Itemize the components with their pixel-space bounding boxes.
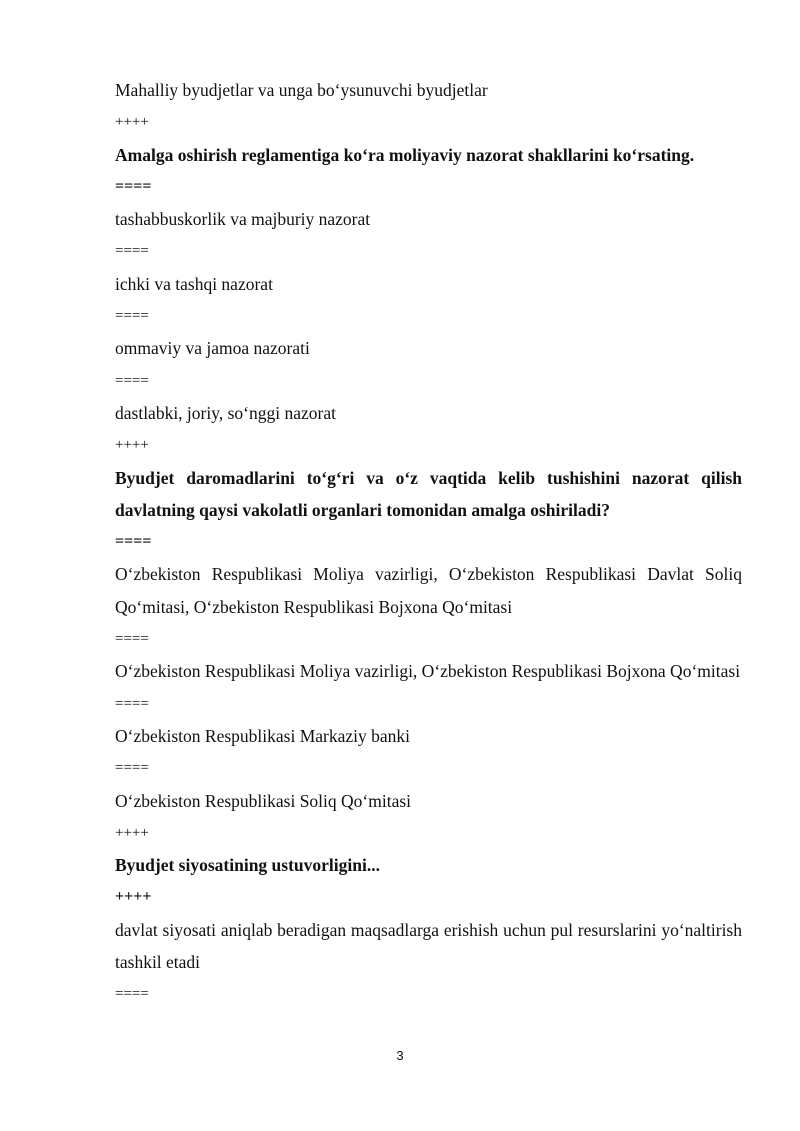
- separator-line: ====: [115, 695, 149, 712]
- question-heading: Amalga oshirish reglamentiga ko‘ra moliyaviy nazorat shakllarini ko‘rsating.: [115, 144, 695, 165]
- answer-option: ichki va tashqi nazorat: [115, 273, 273, 294]
- answer-option: davlat siyosati aniqlab beradigan maqsadlarga erishish uchun pul resurslarini yo‘naltirish tashkil etadi: [115, 919, 742, 973]
- separator-line: ====: [115, 631, 149, 648]
- separator-line: ====: [115, 533, 152, 551]
- text-line: Mahalliy byudjetlar va unga bo‘ysunuvchi byudjetlar: [115, 80, 488, 100]
- answer-option: O‘zbekiston Respublikasi Moliya vazirligi, O‘zbekiston Respublikasi Davlat Soliq Qo‘mitasi, O‘zbekiston Respublikasi Bojxona Qo‘mitasi: [115, 564, 742, 617]
- page-number: 3: [396, 1048, 404, 1063]
- answer-option: O‘zbekiston Respublikasi Markaziy banki: [115, 725, 411, 746]
- question-heading: Byudjet siyosatining ustuvorligini...: [115, 855, 380, 876]
- separator-line: ++++: [115, 824, 149, 841]
- question-heading: Byudjet daromadlarini to‘g‘ri va o‘z vaqtida kelib tushishini nazorat qilish davlatning qaysi vakolatli organlari tomonidan amalga oshiriladi?: [115, 467, 742, 520]
- separator-line: ++++: [115, 437, 149, 454]
- separator-line: ++++: [115, 888, 152, 906]
- separator-line: ====: [115, 986, 149, 1003]
- document-page: [115, 74, 742, 1011]
- answer-option: dastlabki, joriy, so‘nggi nazorat: [115, 402, 336, 423]
- separator-line: ++++: [115, 114, 149, 131]
- separator-line: ====: [115, 760, 149, 777]
- separator-line: ====: [115, 308, 149, 325]
- answer-option: O‘zbekiston Respublikasi Moliya vazirligi, O‘zbekiston Respublikasi Bojxona Qo‘mitasi: [115, 661, 741, 682]
- separator-line: ====: [115, 243, 149, 260]
- separator-line: ====: [115, 177, 152, 195]
- answer-option: O‘zbekiston Respublikasi Soliq Qo‘mitasi: [115, 790, 412, 811]
- answer-option: ommaviy va jamoa nazorati: [115, 338, 310, 359]
- answer-option: tashabbuskorlik va majburiy nazorat: [115, 209, 371, 230]
- separator-line: ====: [115, 372, 149, 389]
